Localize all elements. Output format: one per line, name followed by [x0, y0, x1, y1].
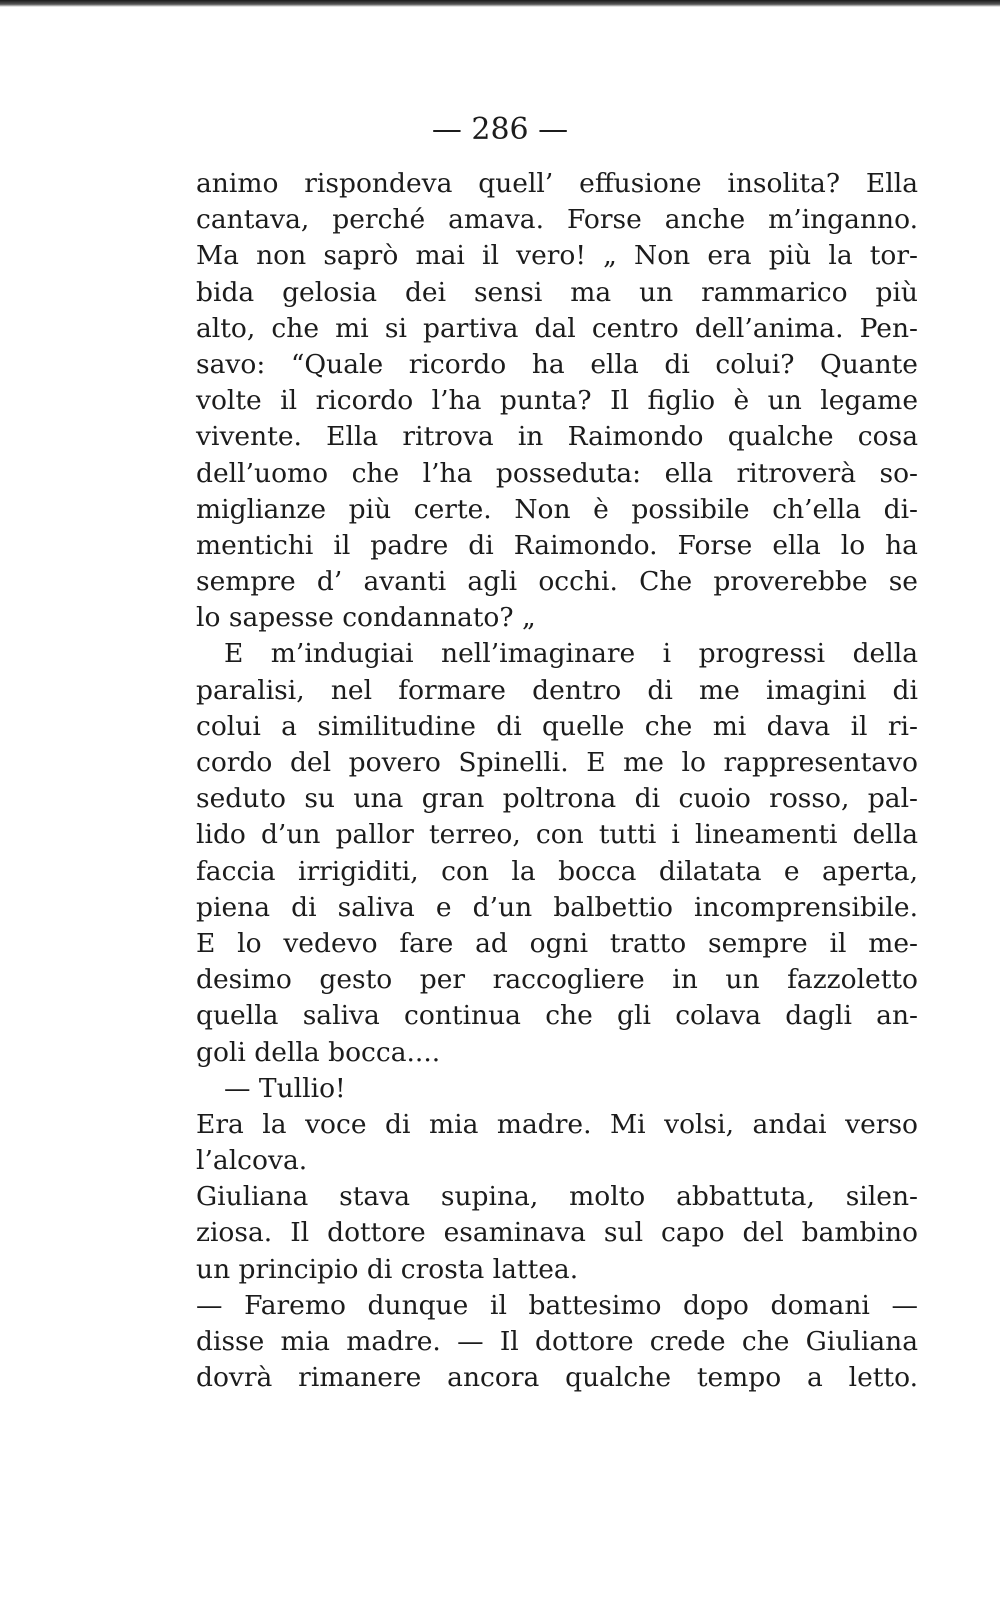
text-line: mentichi il padre di Raimondo. Forse ella lo ha	[196, 529, 918, 561]
text-line: volte il ricordo l’ha punta? Il figlio è un legame	[196, 385, 918, 417]
text-line: goli della bocca....	[196, 1036, 441, 1068]
text-line: dovrà rimanere ancora qualche tempo a letto.	[196, 1362, 918, 1394]
text-line: seduto su una gran poltrona di cuoio rosso, pal-	[196, 783, 918, 815]
text-line: l’alcova.	[196, 1145, 308, 1177]
text-line: Era la voce di mia madre. Mi volsi, andai verso	[196, 1108, 918, 1140]
text-line: sempre d’ avanti agli occhi. Che proverebbe se	[196, 566, 918, 598]
text-line: animo rispondeva quell’ effusione insolita? Ella	[196, 168, 918, 199]
text-line: savo: “Quale ricordo ha ella di colui? Quante	[196, 348, 918, 380]
text-line: alto, che mi si partiva dal centro dell’anima. Pen-	[196, 312, 918, 344]
text-line: desimo gesto per raccogliere in un fazzoletto	[196, 964, 918, 996]
text-line: Ma non saprò mai il vero! „ Non era più la tor-	[196, 240, 918, 272]
page-top-edge	[0, 0, 1000, 7]
text-line: bida gelosia dei sensi ma un rammarico più	[196, 276, 918, 308]
text-line: Giuliana stava supina, molto abbattuta, silen-	[196, 1181, 918, 1213]
text-line: — Tullio!	[224, 1072, 346, 1104]
text-line: paralisi, nel formare dentro di me imagini di	[196, 674, 918, 706]
page-number: — 286 —	[431, 112, 569, 147]
body-text	[196, 166, 918, 1396]
text-line: lo sapesse condannato? „	[196, 602, 536, 634]
text-line: disse mia madre. — Il dottore crede che Giuliana	[196, 1326, 918, 1357]
text-line: cantava, perché amava. Forse anche m’inganno.	[196, 204, 918, 236]
text-line: E lo vedevo fare ad ogni tratto sempre il me-	[196, 927, 918, 959]
text-line: un principio di crosta lattea.	[196, 1253, 579, 1285]
text-line: cordo del povero Spinelli. E me lo rappresentavo	[196, 747, 918, 778]
text-line: faccia irrigiditi, con la bocca dilatata e aperta,	[196, 855, 918, 887]
text-line: quella saliva continua che gli colava dagli an-	[196, 1000, 918, 1032]
text-line: E m’indugiai nell’imaginare i progressi della	[224, 638, 918, 670]
text-line: ziosa. Il dottore esaminava sul capo del bambino	[196, 1217, 918, 1249]
text-line: vivente. Ella ritrova in Raimondo qualche cosa	[196, 421, 918, 453]
text-line: piena di saliva e d’un balbettio incomprensibile.	[196, 891, 918, 923]
text-line: — Faremo dunque il battesimo dopo domani —	[196, 1289, 918, 1321]
text-line: dell’uomo che l’ha posseduta: ella ritroverà so-	[196, 457, 918, 489]
text-line: colui a similitudine di quelle che mi dava il ri-	[196, 710, 918, 742]
text-line: lido d’un pallor terreo, con tutti i lineamenti della	[196, 819, 918, 851]
text-line: miglianze più certe. Non è possibile ch’ella di-	[196, 493, 918, 525]
